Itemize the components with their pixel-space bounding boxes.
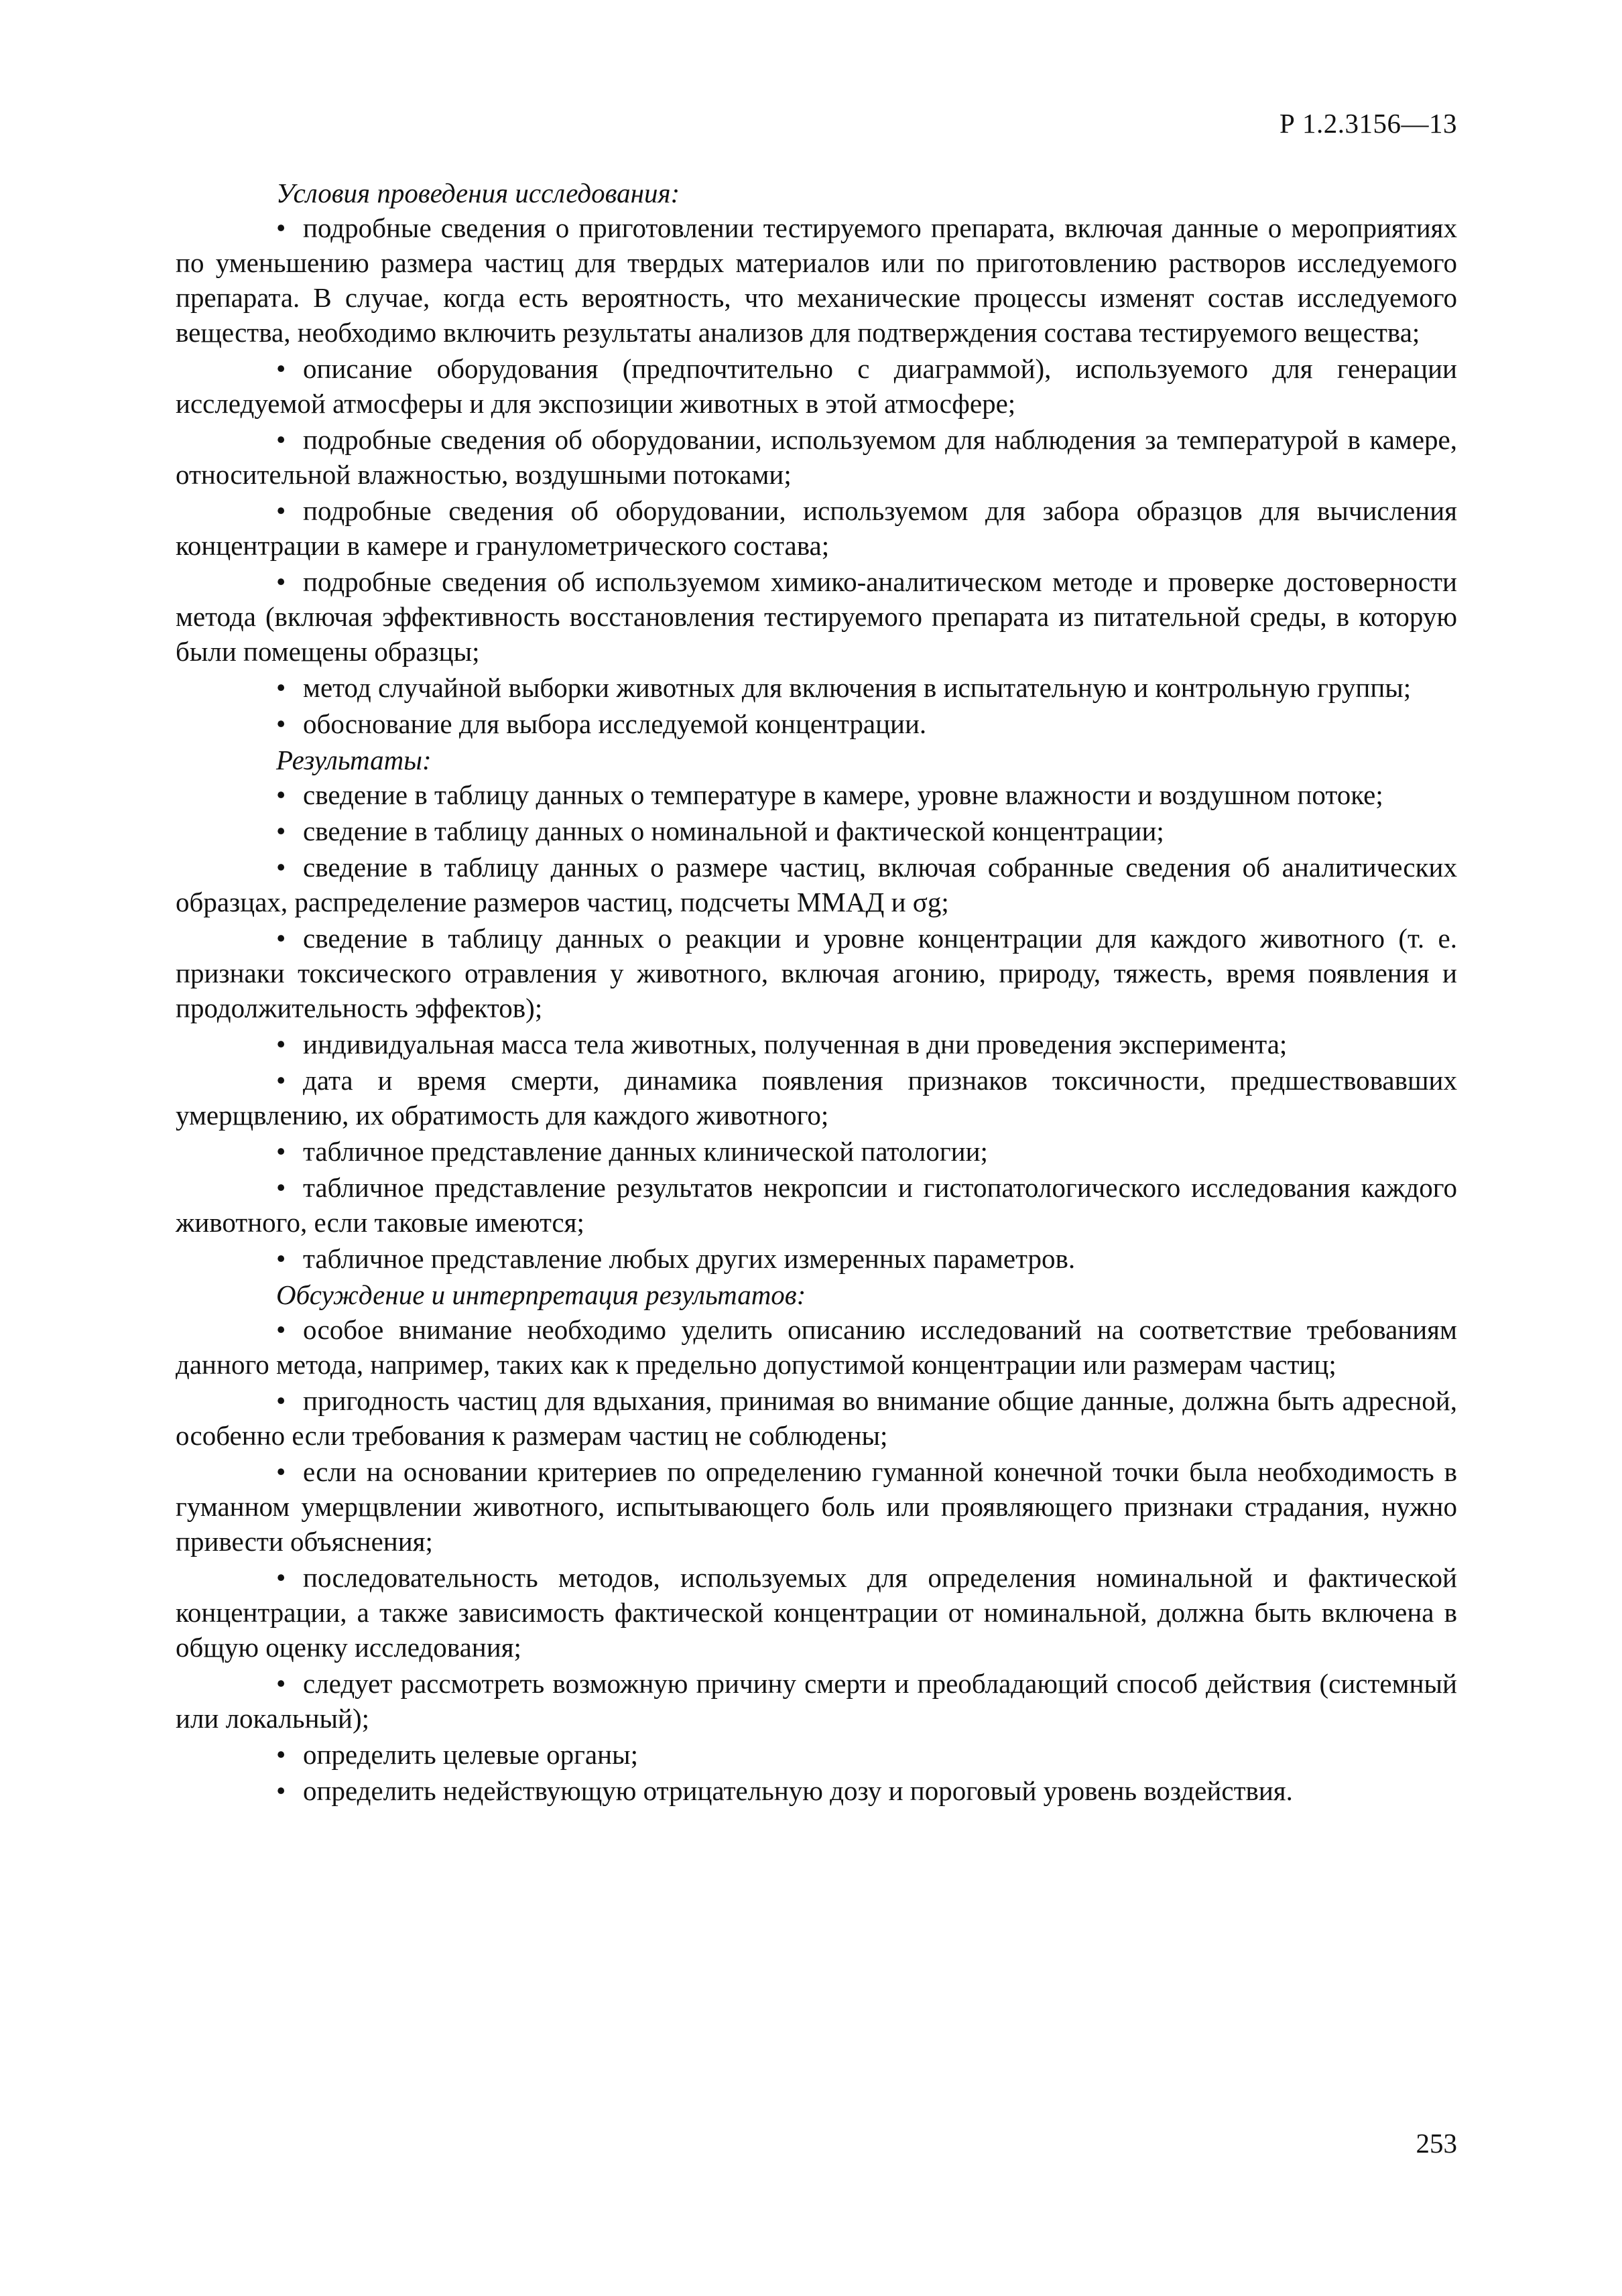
bullet-item: [176, 850, 1457, 919]
bullet-item: [176, 1666, 1457, 1736]
bullet-item: [176, 670, 1457, 705]
bullet-text: сведение в таблицу данных о номинальной и фактической концентрации;: [303, 816, 1164, 846]
bullet-mark: •: [276, 816, 286, 846]
bullet-mark: •: [276, 1562, 286, 1593]
bullet-mark: •: [276, 1739, 286, 1770]
bullet-mark: •: [276, 1456, 286, 1487]
bullet-mark: •: [276, 1065, 286, 1096]
bullet-text: табличное представление любых других измеренных параметров.: [303, 1243, 1076, 1274]
bullet-item: [176, 493, 1457, 563]
bullet-mark: •: [276, 1172, 286, 1203]
bullet-text: дата и время смерти, динамика появления признаков токсичности, предшествовавших умерщвлению, их обратимость для каждого животного;: [176, 1065, 1457, 1131]
bullet-text: сведение в таблицу данных о размере частиц, включая собранные сведения об аналитических образцах, распределение размеров частиц, подсчеты ММАД и σg;: [176, 852, 1457, 917]
document-body: [176, 176, 1457, 1809]
bullet-mark: •: [276, 708, 286, 739]
bullet-item: [176, 814, 1457, 848]
section-heading: Условия проведения исследования:: [276, 178, 680, 208]
bullet-text: обоснование для выбора исследуемой концентрации.: [303, 708, 927, 739]
bullet-text: сведение в таблицу данных о реакции и уровне концентрации для каждого животного (т. е. признаки токсического отравления у животного, включая агонию, природу, тяжесть, время появления и продолжительность эффектов);: [176, 923, 1457, 1023]
bullet-mark: •: [276, 1314, 286, 1345]
bullet-mark: •: [276, 1136, 286, 1167]
bullet-text: пригодность частиц для вдыхания, принимая во внимание общие данные, должна быть адресной, особенно если требования к размерам частиц не соблюдены;: [176, 1385, 1457, 1451]
section-heading: Результаты:: [276, 745, 432, 775]
bullet-text: описание оборудования (предпочтительно с диаграммой), используемого для генерации исследуемой атмосферы и для экспозиции животных в этой атмосфере;: [176, 353, 1457, 419]
bullet-item: [176, 1312, 1457, 1382]
bullet-mark: •: [276, 424, 286, 455]
bullet-item: [176, 1454, 1457, 1559]
bullet-mark: •: [276, 1775, 286, 1806]
bullet-text: метод случайной выборки животных для включения в испытательную и контрольную группы;: [303, 672, 1412, 703]
bullet-text: если на основании критериев по определению гуманной конечной точки была необходимость в гуманном умерщвлении животного, испытывающего боль или проявляющего признаки страдания, нужно привести объяснения;: [176, 1456, 1457, 1557]
bullet-text: определить недействующую отрицательную дозу и пороговый уровень воздействия.: [303, 1775, 1293, 1806]
bullet-text: следует рассмотреть возможную причину смерти и преобладающий способ действия (системный или локальный);: [176, 1668, 1457, 1734]
bullet-text: индивидуальная масса тела животных, полученная в дни проведения эксперимента;: [303, 1029, 1288, 1060]
bullet-mark: •: [276, 212, 286, 243]
bullet-item: [176, 1383, 1457, 1453]
bullet-item: [176, 351, 1457, 421]
bullet-mark: •: [276, 672, 286, 703]
bullet-mark: •: [276, 923, 286, 954]
bullet-mark: •: [276, 1243, 286, 1274]
bullet-text: определить целевые органы;: [303, 1739, 638, 1770]
bullet-mark: •: [276, 1668, 286, 1699]
bullet-text: подробные сведения об оборудовании, используемом для забора образцов для вычисления концентрации в камере и гранулометрического состава;: [176, 495, 1457, 561]
bullet-text: табличное представление результатов некропсии и гистопатологического исследования каждого животного, если таковые имеются;: [176, 1172, 1457, 1238]
bullet-mark: •: [276, 1029, 286, 1060]
bullet-text: сведение в таблицу данных о температуре в камере, уровне влажности и воздушном потоке;: [303, 779, 1383, 810]
bullet-text: особое внимание необходимо уделить описанию исследований на соответствие требованиям данного метода, например, таких как к предельно допустимой концентрации или размерам частиц;: [176, 1314, 1457, 1380]
bullet-text: последовательность методов, используемых для определения номинальной и фактической концентрации, а также зависимость фактической концентрации от номинальной, должна быть включена в общую оценку исследования;: [176, 1562, 1457, 1663]
bullet-mark: •: [276, 1385, 286, 1416]
bullet-mark: •: [276, 353, 286, 384]
bullet-item: [176, 1241, 1457, 1276]
bullet-item: [176, 1027, 1457, 1062]
section-heading: Обсуждение и интерпретация результатов:: [276, 1279, 806, 1310]
bullet-mark: •: [276, 779, 286, 810]
bullet-item: [176, 777, 1457, 812]
bullet-text: подробные сведения об используемом химико-аналитическом методе и проверке достоверности метода (включая эффективность восстановления тестируемого препарата из питательной среды, в которую были помещены образцы;: [176, 566, 1457, 667]
bullet-mark: •: [276, 495, 286, 526]
bullet-mark: •: [276, 852, 286, 883]
bullet-item: [176, 1170, 1457, 1240]
bullet-item: [176, 1134, 1457, 1169]
bullet-item: [176, 422, 1457, 492]
bullet-mark: •: [276, 566, 286, 597]
bullet-text: подробные сведения об оборудовании, используемом для наблюдения за температурой в камере, относительной влажностью, воздушными потоками;: [176, 424, 1457, 490]
document-code: Р 1.2.3156—13: [1279, 108, 1457, 139]
bullet-text: табличное представление данных клинической патологии;: [303, 1136, 988, 1167]
bullet-item: [176, 921, 1457, 1025]
bullet-item: [176, 564, 1457, 669]
bullet-item: [176, 1560, 1457, 1665]
page-number: 253: [1416, 2128, 1457, 2159]
bullet-text: подробные сведения о приготовлении тестируемого препарата, включая данные о мероприятиях по уменьшению размера частиц для твердых материалов или по приготовлению растворов исследуемого препарата. В случае, когда есть вероятность, что механические процессы изменят состав исследуемого вещества, необходимо включить результаты анализов для подтверждения состава тестируемого вещества;: [176, 212, 1457, 348]
bullet-item: [176, 1773, 1457, 1808]
bullet-item: [176, 210, 1457, 350]
bullet-item: [176, 1063, 1457, 1133]
bullet-item: [176, 1737, 1457, 1772]
bullet-item: [176, 706, 1457, 741]
